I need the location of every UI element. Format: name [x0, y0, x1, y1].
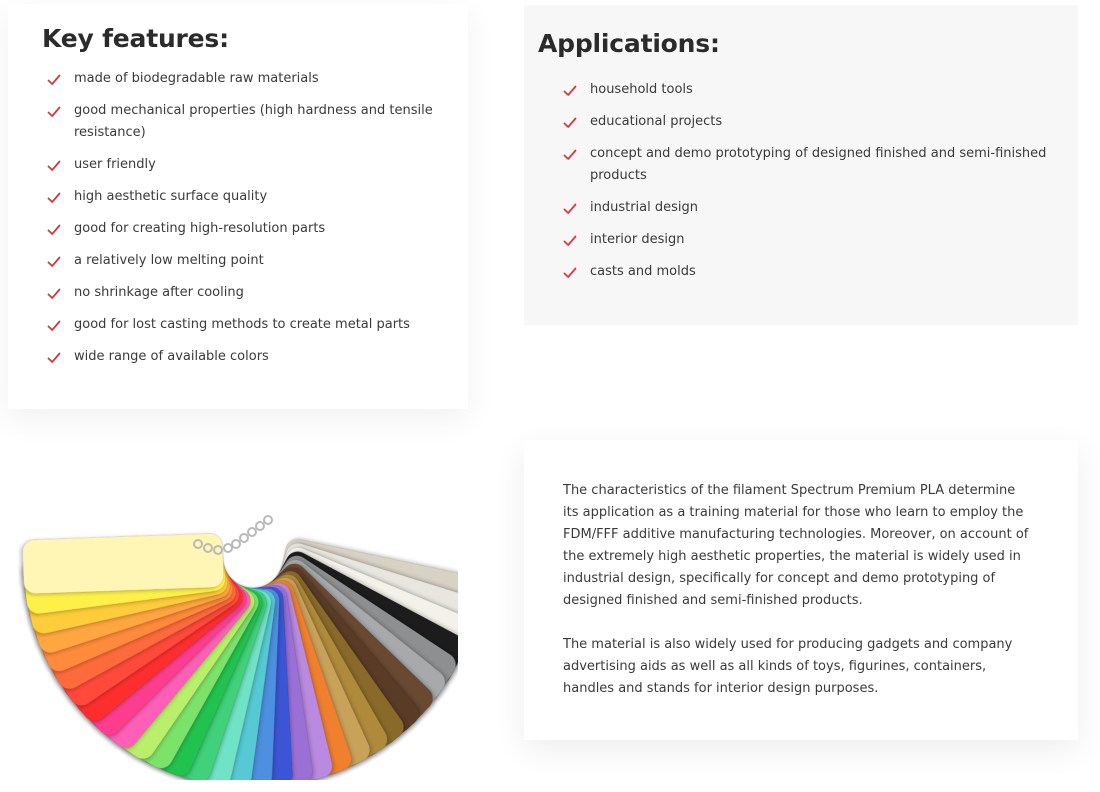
checkmark-icon: [46, 104, 62, 120]
applications-list: [562, 79, 1062, 293]
feature-item: [46, 314, 446, 336]
checkmark-icon: [562, 83, 578, 99]
feature-item-label: good mechanical properties (high hardness and tensile resistance): [74, 103, 433, 140]
feature-item: [46, 100, 446, 144]
key-features-list: [46, 68, 446, 378]
application-item: [562, 79, 1062, 101]
application-item-label: educational projects: [590, 114, 723, 129]
checkmark-icon: [46, 190, 62, 206]
feature-item-label: no shrinkage after cooling: [74, 285, 244, 300]
description-paragraph-2: The material is also widely used for producing gadgets and company advertising aids as well as all kinds of toys, figurines, containers, handles and stands for interior design purposes.: [563, 637, 1013, 696]
feature-item: [46, 154, 446, 176]
application-item: [562, 261, 1062, 283]
checkmark-icon: [562, 265, 578, 281]
application-item-label: industrial design: [590, 200, 699, 215]
key-features-title: Key features:: [42, 24, 229, 53]
checkmark-icon: [562, 233, 578, 249]
feature-item: [46, 218, 446, 240]
applications-card: [524, 5, 1078, 325]
feature-item: [46, 186, 446, 208]
application-item: [562, 229, 1062, 251]
color-swatch-fan-image: [18, 440, 458, 780]
checkmark-icon: [46, 72, 62, 88]
application-item-label: household tools: [590, 82, 693, 97]
feature-item-label: a relatively low melting point: [74, 253, 264, 268]
feature-item-label: good for lost casting methods to create metal parts: [74, 317, 410, 332]
checkmark-icon: [562, 115, 578, 131]
checkmark-icon: [46, 286, 62, 302]
description-paragraph-1: The characteristics of the filament Spectrum Premium PLA determine its application as a training material for those who learn to employ the FDM/FFF additive manufacturing technologies. Moreover, on account of the extremely high aesthetic properties, the material is widely used in industrial design, specifically for concept and demo prototyping of designed finished and semi-finished products.: [563, 483, 1029, 608]
checkmark-icon: [562, 147, 578, 163]
application-item: [562, 197, 1062, 219]
feature-item-label: wide range of available colors: [74, 349, 269, 364]
applications-title: Applications:: [538, 29, 720, 58]
checkmark-icon: [46, 254, 62, 270]
feature-item-label: made of biodegradable raw materials: [74, 71, 319, 86]
checkmark-icon: [562, 201, 578, 217]
feature-item-label: good for creating high-resolution parts: [74, 221, 326, 236]
feature-item: [46, 68, 446, 90]
application-item-label: interior design: [590, 232, 685, 247]
application-item: [562, 111, 1062, 133]
application-item: [562, 143, 1062, 187]
feature-item-label: high aesthetic surface quality: [74, 189, 268, 204]
application-item-label: concept and demo prototyping of designed finished and semi-finished products: [590, 146, 1047, 183]
feature-item: [46, 346, 446, 368]
feature-item-label: user friendly: [74, 157, 156, 172]
key-features-card: [8, 4, 468, 409]
checkmark-icon: [46, 350, 62, 366]
application-item-label: casts and molds: [590, 264, 696, 279]
swatch-fan-group: [22, 533, 458, 780]
feature-item: [46, 282, 446, 304]
checkmark-icon: [46, 222, 62, 238]
description-card: [524, 440, 1078, 740]
feature-item: [46, 250, 446, 272]
checkmark-icon: [46, 158, 62, 174]
checkmark-icon: [46, 318, 62, 334]
